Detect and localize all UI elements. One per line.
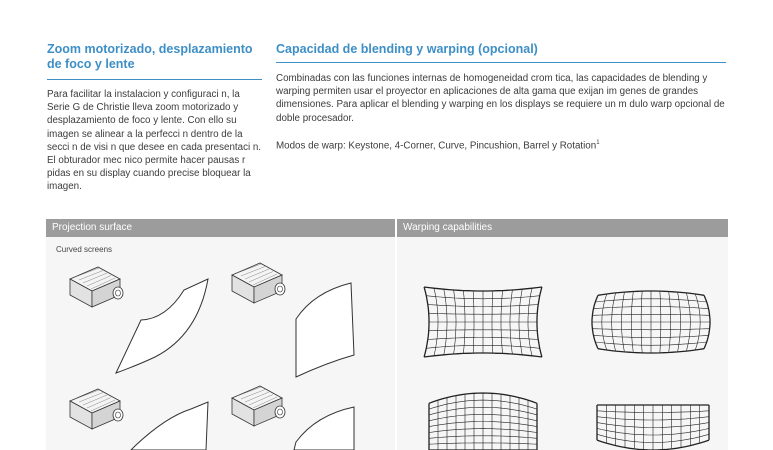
projection-surface-header: Projection surface xyxy=(46,219,395,237)
warping-capabilities-header: Warping capabilities xyxy=(397,219,728,237)
curved-screens-label: Curved screens xyxy=(56,245,113,254)
barrel-grid-icon xyxy=(592,291,710,353)
warping-illustrations xyxy=(397,237,728,450)
motorized-zoom-section xyxy=(47,42,262,194)
blending-warping-section xyxy=(276,42,726,152)
curved-grid-icon xyxy=(597,405,709,450)
pincushion-grid-icon xyxy=(424,287,542,357)
projection-surface-panel xyxy=(46,219,395,450)
warp-modes-text xyxy=(276,137,726,152)
blending-warping-heading: Capacidad de blending y warping (opcional) xyxy=(276,42,726,63)
projector-icon xyxy=(70,263,285,429)
projection-illustrations xyxy=(46,237,395,450)
footnote-marker: 1 xyxy=(596,139,600,146)
bowed-grid-icon xyxy=(429,393,537,450)
curved-screen-icon xyxy=(116,279,354,450)
blending-warping-body: Combinadas con las funciones internas de homogeneidad crom tica, las capacidades de blending y warping permiten usar el proyector en aplicaciones de alta gama que exijan im genes de grandes dimensiones. Para aplicar el blending y warping en los displays se requiere un m dulo warp opcional de doble procesador. xyxy=(276,73,725,124)
warping-capabilities-panel xyxy=(397,219,728,450)
warp-modes-label: Modos de warp: Keystone, 4-Corner, Curve, Pincushion, Barrel y Rotation xyxy=(276,140,597,152)
motorized-zoom-body: Para facilitar la instalacion y configuraci n, la Serie G de Christie lleva zoom motorizado y desplazamiento de foco y lente. Con ello su imagen se alinear a la perfecci n dentro de la secci n de visi n que desee en cada presentaci n. El obturador mec nico permite hacer pausas r pidas en su display cuando precise bloquear la imagen. xyxy=(47,89,262,193)
motorized-zoom-heading: Zoom motorizado, desplazamiento de foco y lente xyxy=(47,42,262,80)
